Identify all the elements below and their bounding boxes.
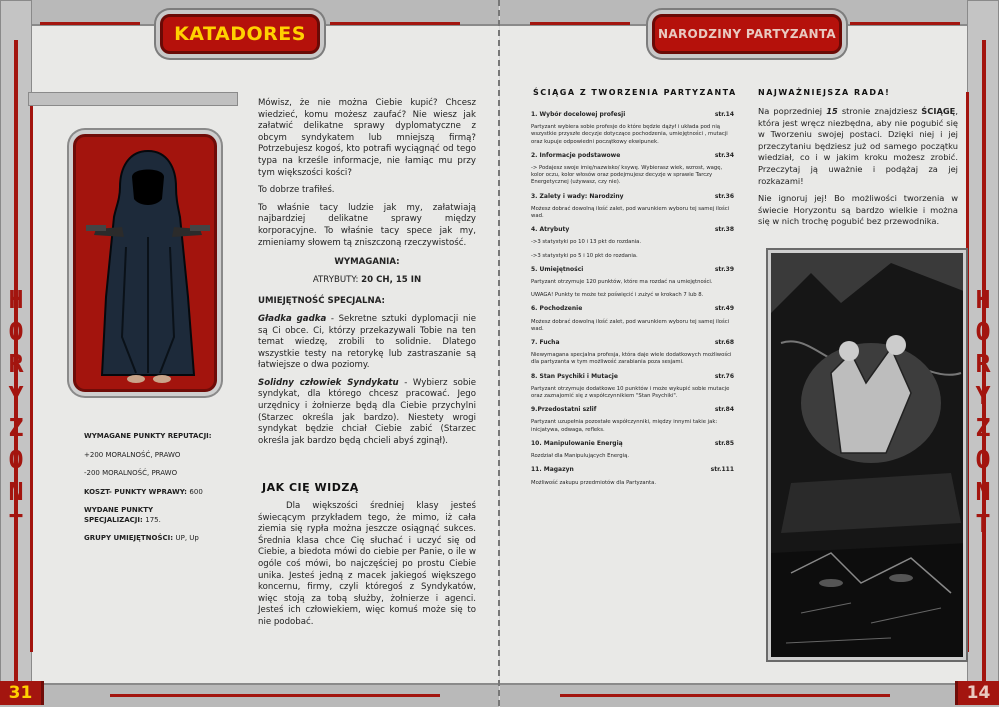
step-item [531,111,734,146]
step-text: ->3 statystyki po 5 i 10 pkt do rozdania. [531,252,638,259]
text-run: , która jest wręcz niezbędna, aby nie pogubić się w Tworzeniu swojej postaci. Dzięki niej i jej przeczytaniu będziesz już od samego początku wiedział, co i w jakim kroku możesz zrobić. Przeczytaj ją uważnie i podążaj za jej rozkazami! [758,106,958,186]
vertical-letter: O [8,445,24,474]
step-page: str.38 [714,226,734,234]
step-page: str.76 [714,372,734,380]
frame-accent [850,22,960,25]
step-item [531,440,734,460]
section-body [258,501,476,635]
vertical-letter: H [975,285,991,314]
section-heading: JAK CIĘ WIDZĄ [262,481,359,494]
step-page: str.85 [714,439,734,447]
step-title: 8. Stan Psychiki i Mutacje [531,372,618,380]
special-skill-heading: UMIEJĘTNOŚĆ SPECJALNA: [258,296,385,307]
step-title: 9.Przedostatni szlif [531,406,597,414]
vertical-letter: R [975,349,991,378]
chapter-title: KATADORES [174,23,306,45]
profession-stats-sidebar [84,432,212,553]
advice-text [758,106,958,234]
emphasis: ŚCIĄGĘ [921,106,956,116]
page-number: 31 [0,681,44,705]
text-run: Na poprzedniej [758,106,827,116]
requirements-value: 20 CH, 15 IN [361,274,422,285]
step-item [531,305,734,333]
step-item [531,339,734,367]
step-item [531,266,734,300]
step-text: Możliwość zakupu przedmiotów dla Partyzanta. [531,479,657,486]
requirements-label: ATRYBUTY: [312,274,362,285]
page-reference: 15 [826,106,838,116]
vertical-letter: N [8,477,24,506]
step-text: Partyzant otrzymuje dodatkowe 10 punktów i może wykupić sobie mutacje oraz zaznajomić się z współczynnikiem "Stan Psychiki". [531,385,730,400]
vertical-letter: Z [975,413,991,442]
skill-groups-label: GRUPY UMIEJĘTNOŚCI: [84,534,176,542]
skill-name: Gładka gadka [258,313,327,324]
right-page [500,0,999,707]
character-portrait [73,134,217,392]
step-item [531,373,734,401]
advice-heading: NAJWAŻNIEJSZA RADA! [758,88,891,97]
paragraph: Mówisz, że nie można Ciebie kupić? Chcesz wiedzieć, komu możesz zaufać? Nie wiesz jak załatwić delikatne sprawy dyplomatyczne z obcym syndykatem lub mniejszą firmą? Potrzebujesz kogoś, kto potrafi wyciągnąć od tego typa na krześle informacje, nie łamiąc mu przy tym większości kości? [258,98,476,178]
specialization-value: 175. [145,515,161,524]
frame-accent [530,22,630,25]
step-page: str.111 [710,466,734,474]
step-page: str.14 [714,111,734,118]
step-item [531,406,734,434]
page-number: 14 [955,681,999,705]
step-text: Niewymagana specjalna profesja, która daje wiele dodatkowych możliwości dla partyzanta w tym możliwość zarabiania poza sesjami. [531,352,732,366]
cost-label: KOSZT- PUNKTY WPRAWY: [84,487,190,496]
vertical-letter: H [8,285,24,314]
step-text: Możesz dobrać dowolną ilość zalet, pod warunkiem wyboru tej samej ilości wad. [531,318,730,332]
step-title: 4. Atrybuty [531,226,570,234]
vertical-letter: O [975,317,991,346]
step-item [531,226,734,260]
skill-text: - Sekretne sztuki dyplomacji nie są Ci obce. Ci, którzy przekazywali Tobie na ten temat wiedzę, zrobili to solidnie. Dlatego wszystkie testy na retorykę lub zastraszanie są łatwiejsze o dwa poziomy. [258,313,476,371]
step-text: Partyzant otrzymuje 120 punktów, które ma rozdać na umiejętności. [531,279,713,286]
step-text: Możesz dobrać dowolną ilość zalet, pod warunkiem wyboru tej samej ilości wad. [531,205,730,220]
step-page: str.49 [714,305,734,313]
step-text: Partyzant uzupełnia pozostałe współczynniki, między innymi takie jak: inicjatywa, odwaga, refleks. [531,419,718,433]
step-title: 7. Fucha [531,339,560,347]
vertical-letter: N [975,477,991,506]
vertical-letter: T [8,509,24,538]
step-title: 10. Manipulowanie Energią [531,439,623,447]
text-run: stronie znajdziesz [837,106,922,116]
paragraph: Nie ignoruj jej! Bo możliwości tworzenia w świecie Horyzontu są bardzo wielkie i można się w nich trochę pogubić bez przewodnika. [758,193,958,227]
step-text: ->3 statystyki po 10 i 13 pkt do rozdania. [531,239,642,246]
skill-name: Solidny człowiek Syndykatu [258,377,399,388]
profession-description [258,98,476,453]
panel-bar [28,92,238,106]
step-title: 2. Informacje podstawowe [531,151,621,159]
requirements-heading: WYMAGANIA: [334,257,400,268]
hooded-figure-illustration [76,137,217,392]
step-page: str.84 [714,406,734,414]
frame-accent [330,22,460,25]
step-title: 6. Pochodzenie [531,305,583,313]
chapter-title-plate [160,14,320,54]
step-text: Rozdział dla Manipulujących Energią. [531,453,629,460]
reputation-label: WYMAGANE PUNKTY REPUTACJI: [84,432,212,440]
skill-text: - Wybierz sobie syndykat, dla którego chcesz pracować. Jego urzędnicy i żołnierze będą dla Ciebie przychylni (Starzec określa jak bardzo). Niestety wrogi syndykat będzie chciał Ciebie zabić (Starzec określa jak bardzo będą chcieli abyś zginął). [258,377,476,446]
battlefield-illustration [768,250,966,660]
specialization-label: WYDANE PUNKTY SPECJALIZACJI: [84,506,154,524]
cheatsheet-heading: ŚCIĄGA Z TWORZENIA PARTYZANTA [533,88,737,97]
creation-steps-list [531,108,734,493]
step-text: UWAGA! Punkty te może też poświęcić i zużyć w krokach 7 lub 8. [531,292,704,299]
step-text: -> Podajesz swoje imię/nazwisko/ ksywę. Wybierasz wiek, wzrost, wagę, kolor oczu, kolor włosów oraz podejmujesz decyzje w sprawie Tarczy Energetycznej (używasz, czy nie). [531,165,723,186]
vertical-letter: O [8,317,24,346]
reputation-line: -200 MORALNOŚĆ, PRAWO [84,469,178,477]
frame-accent [110,694,440,697]
step-item [531,466,734,486]
vertical-letter: O [975,445,991,474]
step-item [531,193,734,221]
soldiers-illustration [771,253,966,660]
paragraph: To właśnie tacy ludzie jak my, załatwiają najbardziej delikatne sprawy między korporacyjne. To właśnie tacy spece jak my, zmieniamy słowem tą zniszczoną rzeczywistość. [258,202,476,248]
frame-accent [40,22,140,25]
vertical-letter: Y [975,381,991,410]
step-text: Partyzant wybiera sobie profesje do które będzie dążył i układa pod nią wszystkie przyszłe decyzje dotyczące pochodzenia, umiejętności , mutacji oraz kupuje odpowiedni początkowy ekwipunek. [531,124,728,145]
paragraph: Dla większości średniej klasy jesteś świecącym przykładem tego, że mimo, iż cała ziemia się rypła można jeszcze osiągnąć sukces. Średnia klasa chce Cię słuchać i uczyć się od Ciebie, a biedota mówi do ciebie per Panie, o ile w ogóle coś mówi, bo najczęściej po prostu Ciebie unika. Jesteś jedną z macek jakiegoś większego koncernu, firmy, czyli któregoś z Syndykatów, więc stoją za tobą służby, żołnierze i agenci. Jesteś ich człowiekiem, więc komuś może się to nie podobać. [258,501,476,627]
vertical-letter: Z [8,413,24,442]
paragraph: To dobrze trafiłeś. [258,185,335,196]
chapter-title-plate [652,14,842,54]
step-title: 5. Umiejętności [531,265,584,273]
step-page: str.68 [714,339,734,347]
step-title: 3. Zalety i wady: Narodziny [531,192,624,200]
reputation-line: +200 MORALNOŚĆ, PRAWO [84,450,181,459]
step-page: str.34 [714,151,734,159]
frame-accent [560,694,890,697]
step-title: 1. Wybór docelowej profesji [531,111,626,118]
chapter-title: NARODZINY PARTYZANTA [658,27,836,41]
skill-groups-value: UP, Up [175,534,199,542]
step-page: str.39 [714,265,734,273]
vertical-letter: T [975,509,991,538]
step-title: 11. Magazyn [531,466,574,474]
vertical-letter: Y [8,381,24,410]
vertical-letter: R [8,349,24,378]
step-item [531,152,734,187]
left-page [0,0,499,707]
step-page: str.36 [714,192,734,200]
cost-value: 600 [189,487,203,496]
